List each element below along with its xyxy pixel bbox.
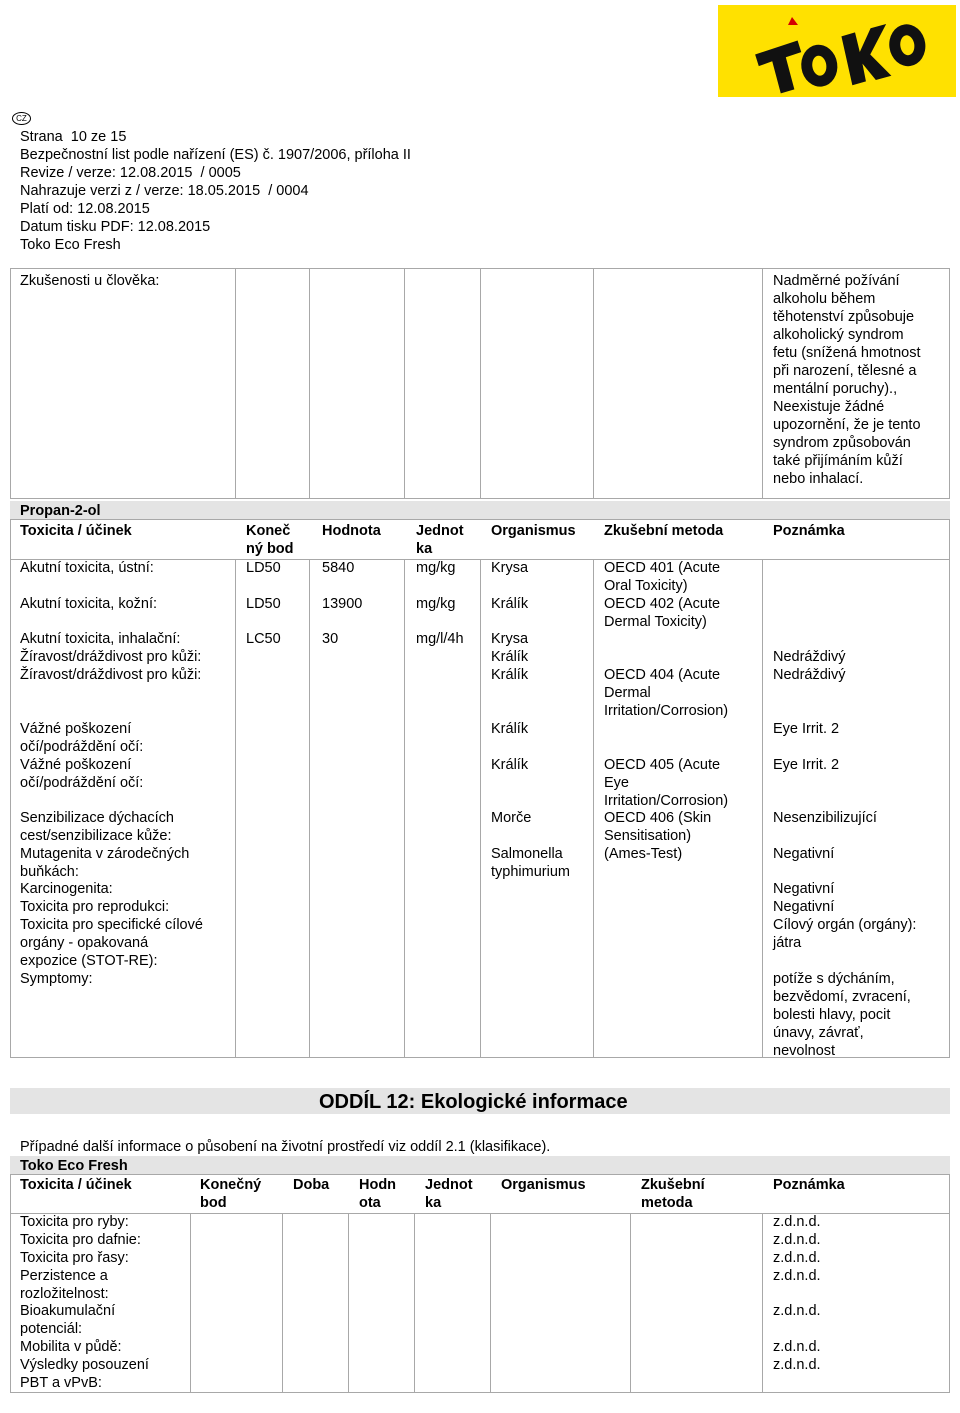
table-row-effect: Žíravost/dráždivost pro kůži:: [20, 649, 202, 665]
eco-row-note: z.d.n.d.: [773, 1357, 821, 1373]
table-row-effect: Vážné poškození očí/podráždění očí:: [20, 757, 144, 791]
eco-row-effect: Toxicita pro řasy:: [20, 1250, 129, 1266]
eco-header-unit: Jednot ka: [425, 1177, 473, 1211]
col-header-note: Poznámka: [773, 523, 845, 539]
human-experience-label: Zkušenosti u člověka:: [20, 273, 160, 289]
col-header-endpoint: Koneč ný bod: [246, 523, 294, 557]
eco-header-method: Zkušební metoda: [641, 1177, 705, 1211]
table-row-effect: Žíravost/dráždivost pro kůži:: [20, 667, 202, 683]
table-row-unit: mg/l/4h: [416, 631, 464, 647]
table-row-endpoint: LD50: [246, 596, 281, 612]
eco-header-note: Poznámka: [773, 1177, 845, 1193]
eco-row-effect: Toxicita pro ryby:: [20, 1214, 129, 1230]
eco-header-duration: Doba: [293, 1177, 330, 1193]
table-row-effect: Mutagenita v zárodečných buňkách:: [20, 846, 190, 880]
logo-accent-icon: [788, 17, 798, 25]
table-row-organism: Krysa: [491, 631, 529, 647]
table-row-note: Eye Irrit. 2: [773, 721, 840, 737]
table-row-note: Nedráždivý: [773, 649, 846, 665]
section-12-intro: Případné další informace o působení na životní prostředí viz oddíl 2.1 (klasifikace).: [20, 1139, 551, 1155]
replaces-line: Nahrazuje verzi z / verze: 18.05.2015 / 0004: [20, 183, 309, 199]
table-row-effect: Senzibilizace dýchacích cest/senzibilizace kůže:: [20, 810, 174, 844]
table-row-value: 30: [322, 631, 339, 647]
col-header-value: Hodnota: [322, 523, 381, 539]
toko-logo-graphic: [718, 5, 956, 97]
valid-from-line: Platí od: 12.08.2015: [20, 201, 150, 217]
table-row-value: 5840: [322, 560, 355, 576]
col-header-effect: Toxicita / účinek: [20, 523, 132, 539]
eco-row-effect: Mobilita v půdě:: [20, 1339, 122, 1355]
table-row-effect: Akutní toxicita, inhalační:: [20, 631, 181, 647]
eco-row-effect: Bioakumulační potenciál:: [20, 1303, 116, 1337]
page-number: Strana 10 ze 15: [20, 129, 127, 145]
propanol-title-band: [10, 501, 950, 519]
table-row-method: OECD 402 (Acute Dermal Toxicity): [604, 596, 721, 630]
table-row-method: OECD 404 (Acute Dermal Irritation/Corrosion): [604, 667, 729, 719]
table-row-effect: Vážné poškození očí/podráždění očí:: [20, 721, 144, 755]
table-row-organism: Králík: [491, 721, 529, 737]
table-row-note: Cílový orgán (orgány): játra: [773, 917, 917, 951]
table-row-note: Nesenzibilizující: [773, 810, 877, 826]
eco-header-organism: Organismus: [501, 1177, 586, 1193]
eco-row-note: z.d.n.d.: [773, 1214, 821, 1230]
table-row-organism: Krysa: [491, 560, 529, 576]
col-header-unit: Jednot ka: [416, 523, 464, 557]
table-row-organism: Králík: [491, 757, 529, 773]
eco-product-band: [10, 1156, 950, 1174]
table-row-effect: Karcinogenita:: [20, 881, 113, 897]
eco-row-note: z.d.n.d.: [773, 1268, 821, 1284]
table-row-note: potíže s dýcháním, bezvědomí, zvracení, bolesti hlavy, pocit únavy, závrať, nevolnost: [773, 971, 911, 1059]
product-name: Toko Eco Fresh: [20, 237, 121, 253]
eco-row-effect: Výsledky posouzení PBT a vPvB:: [20, 1357, 149, 1391]
eco-header-value: Hodn ota: [359, 1177, 397, 1211]
table-row-effect: Toxicita pro specifické cílové orgány - opakovaná expozice (STOT-RE):: [20, 917, 203, 969]
eco-product-name: Toko Eco Fresh: [20, 1158, 128, 1174]
table-row-method: (Ames-Test): [604, 846, 683, 862]
table-row-note: Negativní: [773, 846, 835, 862]
eco-row-effect: Perzistence a rozložitelnost:: [20, 1268, 109, 1302]
table-row-unit: mg/kg: [416, 596, 456, 612]
regulation-line: Bezpečnostní list podle nařízení (ES) č. 1907/2006, příloha II: [20, 147, 411, 163]
table-row-method: OECD 401 (Acute Oral Toxicity): [604, 560, 721, 594]
section-12-header: [10, 1088, 950, 1114]
revision-line: Revize / verze: 12.08.2015 / 0005: [20, 165, 241, 181]
propanol-title: Propan-2-ol: [20, 503, 101, 519]
table-row-organism: Morče: [491, 810, 532, 826]
table-row-note: Negativní: [773, 881, 835, 897]
section-12-title: ODDÍL 12: Ekologické informace: [319, 1091, 628, 1113]
col-header-method: Zkušební metoda: [604, 523, 724, 539]
language-badge: CZ: [12, 112, 31, 125]
human-experience-note: Nadměrné požívání alkoholu během těhotenství způsobuje alkoholický syndrom fetu (snížená hmotnost při narození, tělesné a mentální poruchy)., Neexistuje žádné upozornění, že je tento syndrom způsobován také přijímáním kůží nebo inhalací.: [773, 273, 921, 487]
eco-row-note: z.d.n.d.: [773, 1232, 821, 1248]
table-row-note: Eye Irrit. 2: [773, 757, 840, 773]
eco-row-effect: Toxicita pro dafnie:: [20, 1232, 141, 1248]
table-row-note: Negativní: [773, 899, 835, 915]
table-row-endpoint: LC50: [246, 631, 281, 647]
eco-row-note: z.d.n.d.: [773, 1250, 821, 1266]
table-row-organism: Králík: [491, 649, 529, 665]
table-row-note: Nedráždivý: [773, 667, 846, 683]
print-date-line: Datum tisku PDF: 12.08.2015: [20, 219, 211, 235]
table-row-method: OECD 405 (Acute Eye Irritation/Corrosion): [604, 757, 729, 809]
table-row-organism: Salmonella typhimurium: [491, 846, 570, 880]
table-row-endpoint: LD50: [246, 560, 281, 576]
table-row-organism: Králík: [491, 596, 529, 612]
eco-row-note: z.d.n.d.: [773, 1303, 821, 1319]
toko-logo: [718, 5, 956, 97]
table-row-effect: Akutní toxicita, ústní:: [20, 560, 154, 576]
eco-row-note: z.d.n.d.: [773, 1339, 821, 1355]
table-row-organism: Králík: [491, 667, 529, 683]
table-row-method: OECD 406 (Skin Sensitisation): [604, 810, 712, 844]
table-row-value: 13900: [322, 596, 363, 612]
col-header-organism: Organismus: [491, 523, 576, 539]
table-row-unit: mg/kg: [416, 560, 456, 576]
eco-header-endpoint: Konečný bod: [200, 1177, 262, 1211]
table-row-effect: Symptomy:: [20, 971, 93, 987]
table-row-effect: Toxicita pro reprodukci:: [20, 899, 170, 915]
eco-header-effect: Toxicita / účinek: [20, 1177, 132, 1193]
table-row-effect: Akutní toxicita, kožní:: [20, 596, 158, 612]
